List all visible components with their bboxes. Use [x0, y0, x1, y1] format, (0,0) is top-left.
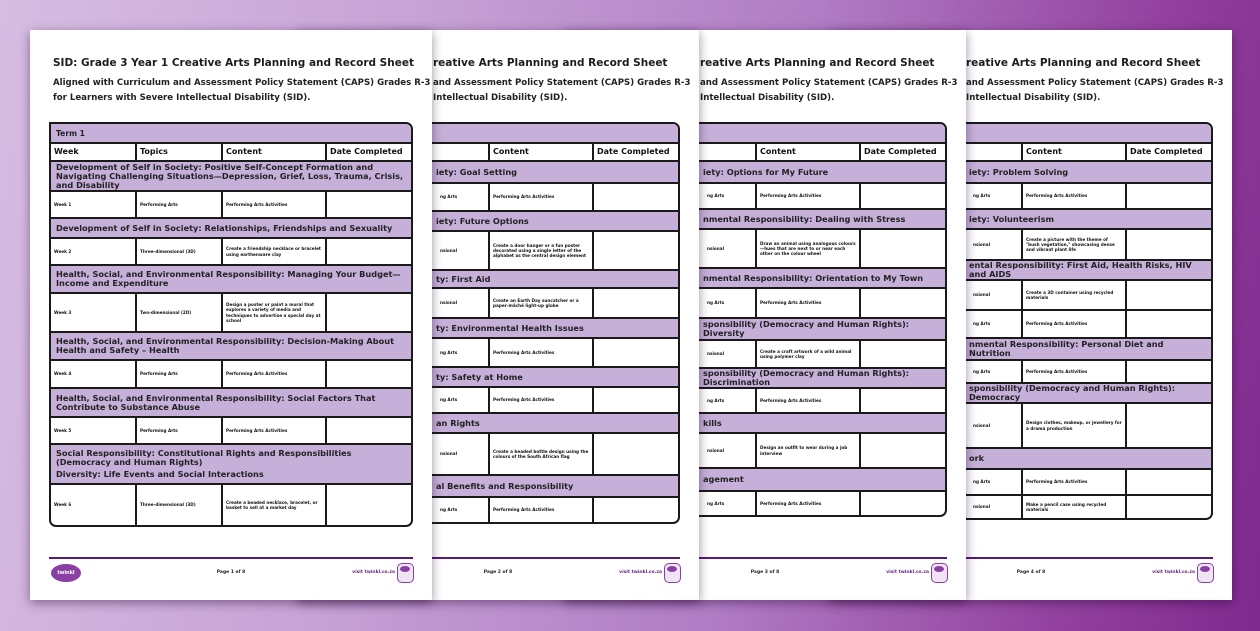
section-heading: ental Responsibility: First Aid, Health Risks, HIV and AIDS — [969, 260, 1192, 279]
date-completed-cell[interactable] — [859, 289, 945, 317]
date-completed-cell[interactable] — [325, 294, 411, 331]
date-completed-cell[interactable] — [592, 289, 678, 317]
content-cell: Performing Arts Activities — [1021, 184, 1125, 208]
topic-cell: ng Arts — [669, 289, 755, 317]
topic-cell: nsional — [669, 230, 755, 267]
twinkl-badge-icon — [397, 563, 414, 583]
section-heading: nmental Responsibility: Dealing with Stress — [703, 213, 906, 224]
date-completed-cell[interactable] — [592, 388, 678, 412]
content-cell: Create a 3D container using recycled materials — [1021, 281, 1125, 309]
content-cell: Performing Arts Activities — [1021, 361, 1125, 382]
twinkl-badge-icon — [664, 563, 681, 583]
week-cell: Week 4 — [54, 371, 72, 377]
twinkl-badge-icon — [1197, 563, 1214, 583]
content-cell: Performing Arts Activities — [221, 418, 325, 443]
week-cell: Week 2 — [54, 248, 72, 254]
topic-cell: ng Arts — [402, 498, 488, 522]
week-row — [51, 190, 411, 217]
content-cell: Performing Arts Activities — [221, 361, 325, 387]
date-completed-cell[interactable] — [1125, 361, 1211, 382]
section-heading: Social Responsibility: Constitutional Rights and Responsibilities (Democracy and Human Rights) — [56, 448, 352, 467]
section-heading: Health, Social, and Environmental Responsibility: Social Factors That Contribute to Substance Abuse — [56, 392, 376, 412]
section-heading: an Rights — [436, 417, 480, 428]
page-title: reative Arts Planning and Record Sheet — [700, 57, 935, 69]
topic-cell: ng Arts — [669, 389, 755, 412]
page-subtitle: and Assessment Policy Statement (CAPS) Grades R-3 Intellectual Disability (SID). — [966, 78, 1224, 103]
page-title: reative Arts Planning and Record Sheet — [433, 57, 668, 69]
date-completed-cell[interactable] — [592, 498, 678, 522]
content-cell: Design a poster or paint a mural that explores a variety of media and techniques to advertise a special day at school — [221, 294, 325, 331]
date-completed-cell[interactable] — [859, 184, 945, 208]
topic-cell: ng Arts — [402, 339, 488, 366]
page-subtitle: Aligned with Curriculum and Assessment Policy Statement (CAPS) Grades R-3 for Learners with Severe Intellectual Disability (SID). — [53, 78, 431, 103]
date-completed-cell[interactable] — [859, 389, 945, 412]
topic-cell: ng Arts — [935, 470, 1021, 494]
date-completed-cell[interactable] — [325, 485, 411, 525]
date-completed-cell[interactable] — [859, 492, 945, 515]
topic-cell: Performing Arts — [135, 418, 221, 443]
planning-table — [49, 122, 413, 527]
date-completed-cell[interactable] — [1125, 496, 1211, 518]
content-cell: Performing Arts Activities — [488, 339, 592, 366]
week-row — [51, 359, 411, 387]
section-heading: al Benefits and Responsibility — [436, 480, 574, 491]
date-completed-cell[interactable] — [592, 232, 678, 269]
date-completed-cell[interactable] — [859, 230, 945, 267]
section-heading: sponsibility (Democracy and Human Rights): Democracy — [969, 383, 1176, 402]
section-heading: Development of Self in Society: Relationships, Friendships and Sexuality — [56, 222, 393, 233]
column-header: Date Completed — [325, 144, 411, 160]
topic-cell: ng Arts — [669, 492, 755, 515]
content-cell: Performing Arts Activities — [1021, 470, 1125, 494]
content-cell: Create a friendship necklace or bracelet using earthenware clay — [221, 239, 325, 264]
date-completed-cell[interactable] — [1125, 470, 1211, 494]
section-heading-row — [51, 331, 411, 359]
date-completed-cell[interactable] — [325, 239, 411, 264]
column-header: Content — [755, 144, 859, 160]
footer-website-link[interactable]: visit twinkl.co.za — [886, 570, 929, 575]
content-cell: Create a door hanger or a fun poster decorated using a single letter of the alphabet as the central design element — [488, 232, 592, 269]
page-number: Page 2 of 8 — [483, 570, 513, 575]
date-completed-cell[interactable] — [325, 192, 411, 217]
topic-cell: Three-dimensional (3D) — [135, 239, 221, 264]
topic-cell: ng Arts — [402, 388, 488, 412]
topic-cell: nsional — [935, 496, 1021, 518]
footer-website-link[interactable]: visit twinkl.co.za — [1152, 570, 1195, 575]
page-title: reative Arts Planning and Record Sheet — [966, 57, 1201, 69]
topic-cell: Three-dimensional (3D) — [135, 485, 221, 525]
week-row — [51, 416, 411, 443]
section-heading: Health, Social, and Environmental Responsibility: Managing Your Budget—Income and Expenditure — [56, 269, 401, 288]
topic-cell: nsional — [402, 232, 488, 269]
section-heading: sponsibility (Democracy and Human Rights): Diversity — [703, 319, 910, 338]
topic-cell: ng Arts — [935, 311, 1021, 337]
page-subtitle: and Assessment Policy Statement (CAPS) Grades R-3 Intellectual Disability (SID). — [433, 78, 691, 103]
topic-cell: ng Arts — [669, 184, 755, 208]
content-cell: Performing Arts Activities — [755, 184, 859, 208]
section-heading: nmental Responsibility: Orientation to My Town — [703, 272, 924, 283]
date-completed-cell[interactable] — [1125, 230, 1211, 259]
twinkl-logo: twinkl — [51, 564, 81, 582]
section-heading: iety: Options for My Future — [703, 166, 829, 177]
section-heading-row — [51, 387, 411, 416]
content-cell: Design an outfit to wear during a job interview — [755, 434, 859, 467]
topic-cell: ng Arts — [402, 184, 488, 210]
section-heading: ty: Environmental Health Issues — [436, 322, 584, 333]
content-cell: Performing Arts Activities — [755, 389, 859, 412]
section-heading: agement — [703, 474, 744, 484]
section-heading: iety: Problem Solving — [969, 166, 1069, 177]
date-completed-cell[interactable] — [1125, 184, 1211, 208]
header-row — [51, 142, 411, 160]
section-heading: Development of Self in Society: Positive Self-Concept Formation and Navigating Challenging Situations—Depression, Grief, Loss, Trauma, Crisis, and Disability — [56, 161, 404, 190]
week-cell: Week 1 — [54, 201, 72, 207]
section-subheading: Diversity: Life Events and Social Interactions — [56, 469, 264, 479]
page-number: Page 3 of 8 — [750, 570, 780, 575]
page-1 — [30, 30, 432, 600]
page-number: Page 4 of 8 — [1016, 570, 1046, 575]
content-cell: Draw an animal using analogous colours—hues that are next to or near each other on the colour wheel — [755, 230, 859, 267]
column-header: Date Completed — [1125, 144, 1211, 160]
section-heading: sponsibility (Democracy and Human Rights): Discrimination — [703, 368, 910, 387]
section-heading-row — [51, 443, 411, 483]
week-cell: Week 3 — [54, 309, 72, 315]
section-heading: ty: Safety at Home — [436, 371, 523, 382]
column-header: Date Completed — [859, 144, 945, 160]
content-cell: Performing Arts Activities — [1021, 311, 1125, 337]
content-cell: Create a craft artwork of a wild animal using polymer clay — [755, 341, 859, 367]
topic-cell: Two-dimensional (2D) — [135, 294, 221, 331]
topic-cell: ng Arts — [935, 361, 1021, 382]
footer-divider — [49, 557, 413, 559]
content-cell: Create a beaded bottle design using the colours of the South African flag — [488, 434, 592, 474]
column-header: Content — [488, 144, 592, 160]
content-cell: Create a beaded necklace, bracelet, or basket to sell at a market day — [221, 485, 325, 525]
content-cell: Performing Arts Activities — [221, 192, 325, 217]
section-heading-row — [51, 160, 411, 190]
column-header: Content — [221, 144, 325, 160]
column-header: Week — [54, 147, 79, 156]
week-row — [51, 292, 411, 331]
section-heading: Health, Social, and Environmental Responsibility: Decision-Making About Health and Safety – Health — [56, 336, 394, 355]
date-completed-cell[interactable] — [1125, 281, 1211, 309]
content-cell: Create an Earth Day suncatcher or a paper-mâché light-up globe — [488, 289, 592, 317]
topic-cell: nsional — [402, 434, 488, 474]
footer-website-link[interactable]: visit twinkl.co.za — [352, 570, 395, 575]
content-cell: Performing Arts Activities — [488, 388, 592, 412]
content-cell: Create a picture with the theme of "bush vegetation," showcasing dense and vibrant plant life — [1021, 230, 1125, 259]
week-row — [51, 237, 411, 264]
section-heading: ty: First Aid — [436, 273, 491, 284]
week-cell: Week 5 — [54, 427, 72, 433]
content-cell: Performing Arts Activities — [488, 184, 592, 210]
section-heading: iety: Future Options — [436, 215, 529, 226]
week-cell: Week 6 — [54, 502, 72, 508]
section-heading: iety: Volunteerism — [969, 213, 1054, 224]
section-heading-row — [51, 264, 411, 292]
date-completed-cell[interactable] — [859, 341, 945, 367]
topic-cell: nsional — [935, 404, 1021, 447]
topic-cell: nsional — [402, 289, 488, 317]
content-cell: Performing Arts Activities — [755, 492, 859, 515]
topic-cell: nsional — [669, 434, 755, 467]
content-cell: Design clothes, makeup, or jewellery for a drama production — [1021, 404, 1125, 447]
content-cell: Make a pencil case using recycled materials — [1021, 496, 1125, 518]
week-row — [51, 483, 411, 525]
topic-cell: nsional — [669, 341, 755, 367]
topic-cell: ng Arts — [935, 184, 1021, 208]
section-heading-row — [51, 217, 411, 237]
content-cell: Performing Arts Activities — [755, 289, 859, 317]
column-header: Content — [1021, 144, 1125, 160]
twinkl-badge-icon — [931, 563, 948, 583]
term-row: Term 1 — [51, 124, 411, 142]
section-heading: kills — [703, 417, 722, 428]
page-number: Page 1 of 8 — [216, 570, 246, 575]
section-heading: iety: Goal Setting — [436, 166, 518, 177]
date-completed-cell[interactable] — [592, 339, 678, 366]
footer-website-link[interactable]: visit twinkl.co.za — [619, 570, 662, 575]
date-completed-cell[interactable] — [325, 361, 411, 387]
date-completed-cell[interactable] — [859, 434, 945, 467]
topic-cell: nsional — [935, 230, 1021, 259]
date-completed-cell[interactable] — [1125, 311, 1211, 337]
column-header: Topics — [135, 144, 221, 160]
topic-cell: Performing Arts — [135, 192, 221, 217]
content-cell: Performing Arts Activities — [488, 498, 592, 522]
page-subtitle: and Assessment Policy Statement (CAPS) Grades R-3 Intellectual Disability (SID). — [700, 78, 958, 103]
section-heading: ork — [969, 453, 985, 463]
section-heading: nmental Responsibility: Personal Diet and Nutrition — [969, 339, 1164, 358]
date-completed-cell[interactable] — [325, 418, 411, 443]
topic-cell: nsional — [935, 281, 1021, 309]
date-completed-cell[interactable] — [592, 184, 678, 210]
column-header: Date Completed — [592, 144, 678, 160]
date-completed-cell[interactable] — [592, 434, 678, 474]
topic-cell: Performing Arts — [135, 361, 221, 387]
date-completed-cell[interactable] — [1125, 404, 1211, 447]
page-title: SID: Grade 3 Year 1 Creative Arts Planning and Record Sheet — [53, 57, 414, 69]
